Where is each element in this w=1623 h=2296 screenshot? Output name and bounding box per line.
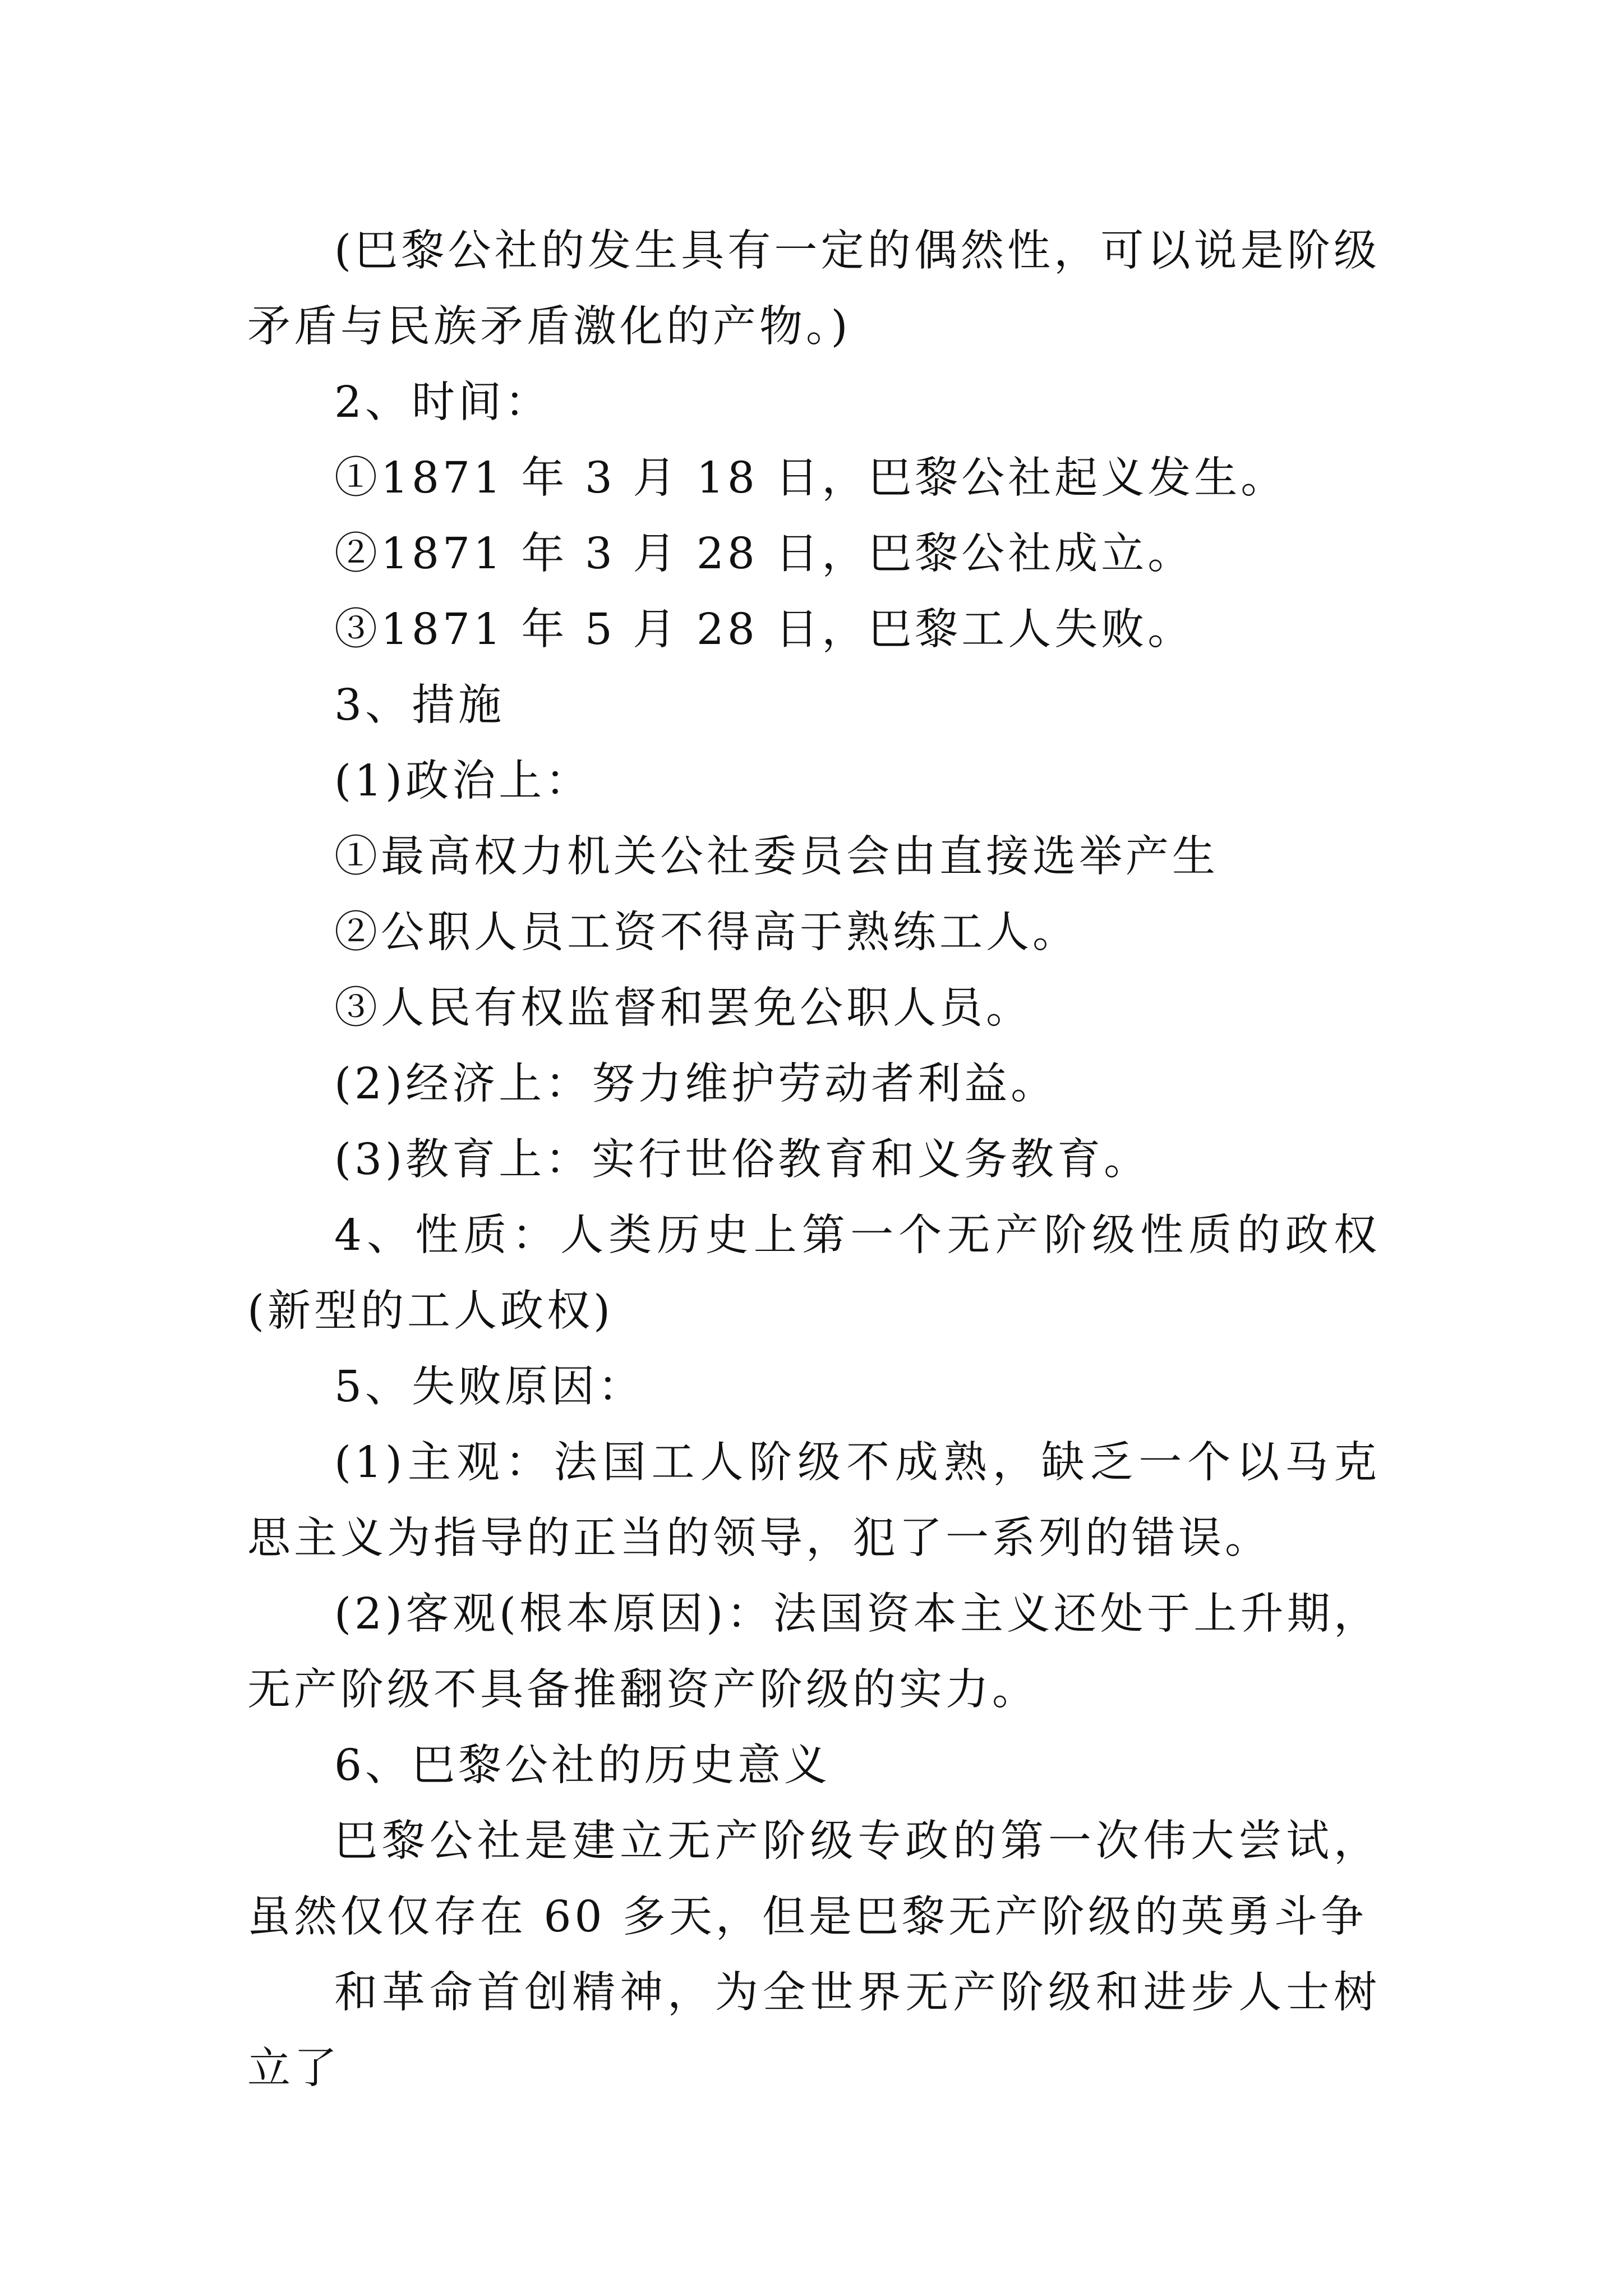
paragraph: 3、措施 bbox=[334, 680, 505, 730]
paragraph: ③人民有权监督和罢免公职人员。 bbox=[334, 983, 1032, 1033]
paragraph: 巴黎公社是建立无产阶级专政的第一次伟大尝试，虽然仅仅存在 60 多天，但是巴黎无产阶级的英勇斗争 bbox=[247, 1816, 1380, 1942]
paragraph: (2)经济上：努力维护劳动者利益。 bbox=[334, 1059, 1058, 1109]
paragraph: 4、性质：人类历史上第一个无产阶级性质的政权(新型的工人政权) bbox=[247, 1211, 1380, 1336]
document-body bbox=[247, 213, 1380, 2106]
paragraph: (巴黎公社的发生具有一定的偶然性，可以说是阶级矛盾与民族矛盾激化的产物。) bbox=[247, 226, 1380, 352]
paragraph: ②1871 年 3 月 28 日，巴黎公社成立。 bbox=[334, 529, 1195, 579]
paragraph: (2)客观(根本原因)：法国资本主义还处于上升期，无产阶级不具备推翻资产阶级的实力。 bbox=[247, 1589, 1380, 1715]
paragraph: 2、时间： bbox=[334, 378, 551, 427]
paragraph: 和革命首创精神，为全世界无产阶级和进步人士树立了 bbox=[247, 1968, 1380, 2093]
paragraph: ①1871 年 3 月 18 日，巴黎公社起义发生。 bbox=[334, 453, 1288, 503]
paragraph: (1)政治上： bbox=[334, 756, 592, 806]
paragraph: ③1871 年 5 月 28 日，巴黎工人失败。 bbox=[334, 605, 1195, 655]
paragraph: ②公职人员工资不得高于熟练工人。 bbox=[334, 908, 1079, 958]
paragraph: (3)教育上：实行世俗教育和义务教育。 bbox=[334, 1135, 1151, 1185]
paragraph: ①最高权力机关公社委员会由直接选举产生 bbox=[334, 832, 1219, 882]
paragraph: 5、失败原因： bbox=[334, 1362, 644, 1412]
paragraph: 6、巴黎公社的历史意义 bbox=[334, 1741, 831, 1791]
paragraph: (1)主观：法国工人阶级不成熟，缺乏一个以马克思主义为指导的正当的领导，犯了一系列的错误。 bbox=[247, 1438, 1380, 1563]
